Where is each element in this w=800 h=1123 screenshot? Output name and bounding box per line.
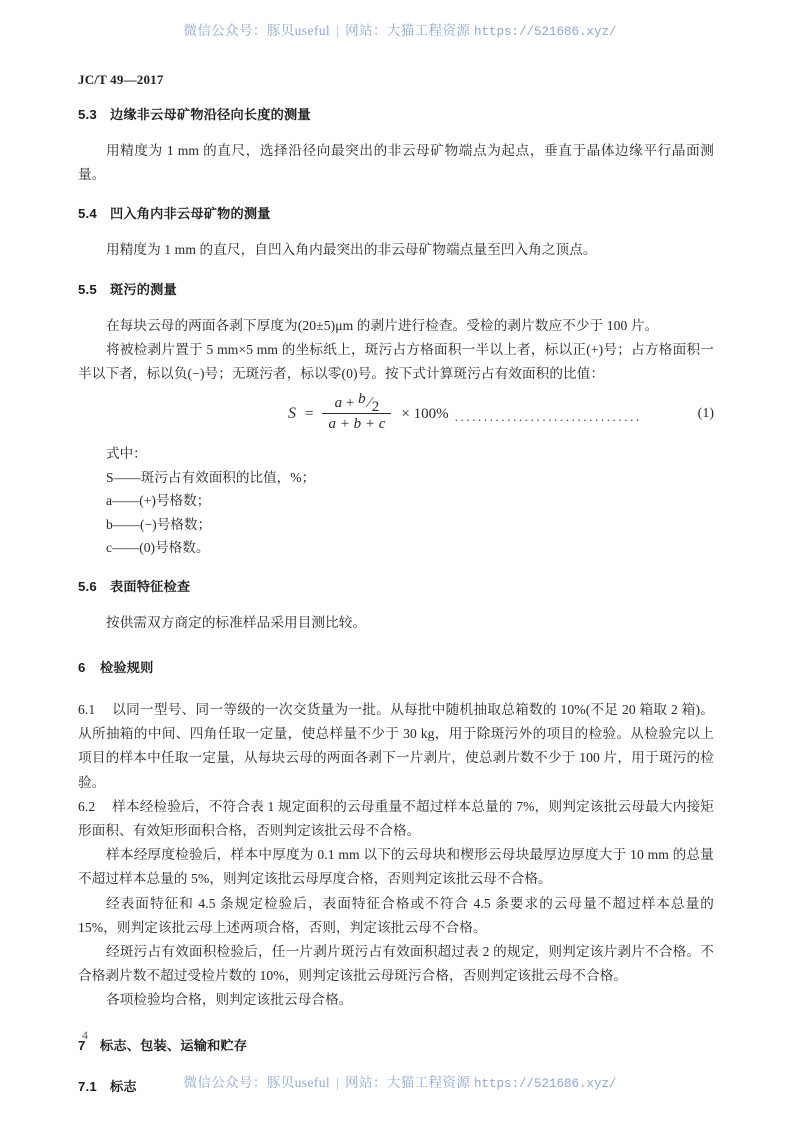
heading-5-5-number: 5.5 — [78, 281, 97, 297]
heading-7-1-title: 标志 — [110, 1078, 137, 1094]
heading-5-4-number: 5.4 — [78, 206, 97, 222]
paragraph-5-3-body: 用精度为 1 mm 的直尺，选择沿径向最突出的非云母矿物端点为起点，垂直于晶体边缘平行晶面测量。 — [78, 143, 714, 183]
heading-5-3 — [78, 104, 714, 123]
paragraph-6-surface: 经表面特征和 4.5 条规定检验后，表面特征合格或不符合 4.5 条要求的云母量不超过样本总量的 15%，则判定该批云母上述两项合格，否则，判定该批云母不合格。 — [78, 895, 714, 935]
formula-denominator: a + b + c — [328, 416, 386, 433]
heading-6-title: 检验规则 — [100, 659, 154, 675]
formula-slash: / — [363, 395, 375, 412]
paragraph-5-6-body: 按供需双方商定的标准样品采用目测比较。 — [106, 614, 367, 630]
heading-7-1-number: 7.1 — [78, 1078, 97, 1094]
formula-numerator — [329, 391, 386, 416]
heading-5-4-title: 凹入角内非云母矿物的测量 — [110, 206, 271, 222]
watermark-url-bottom: https://521686.xyz/ — [474, 1077, 617, 1091]
paragraph-6-2-text: 样本经检验后，不符合表 1 规定面积的云母重量不超过样本总量的 7%，则判定该批云母最大内接矩形面积、有效矩形面积合格，否则判定该批云母不合格。 — [78, 798, 714, 838]
paragraph-6-2-number: 6.2 — [78, 798, 96, 814]
document-body — [78, 104, 714, 1095]
heading-5-5 — [78, 279, 714, 298]
formula-numerator-two: 2 — [371, 399, 380, 416]
paragraph-6-2 — [78, 795, 714, 843]
formula-definition-b: b——(−)号格数； — [106, 516, 212, 532]
formula-numerator-b-over-2 — [358, 391, 380, 416]
formula-number: (1) — [697, 406, 714, 422]
formula-fraction — [322, 391, 391, 433]
formula-definition-a: a——(+)号格数； — [106, 493, 211, 509]
watermark-top — [0, 19, 800, 39]
formula-numerator-plus: + — [345, 395, 355, 412]
page-number: 4 — [82, 1028, 88, 1042]
watermark-wechat-label-bottom: 微信公众号：豚贝useful — [183, 1075, 331, 1090]
heading-5-6-number: 5.6 — [78, 578, 97, 594]
heading-5-6 — [78, 576, 714, 595]
running-head-standard-number: JC/T 49—2017 — [78, 72, 164, 87]
heading-5-3-number: 5.3 — [78, 107, 97, 122]
heading-7 — [78, 1035, 714, 1054]
formula-multiplier: × 100% — [401, 405, 449, 422]
formula-where-block — [78, 442, 714, 560]
paragraph-6-conclusion: 各项检验均合格，则判定该批云母合格。 — [106, 992, 353, 1008]
heading-5-3-title: 边缘非云母矿物沿径向长度的测量 — [110, 107, 311, 122]
watermark-url: https://521686.xyz/ — [474, 25, 617, 39]
heading-5-6-title: 表面特征检查 — [110, 578, 191, 594]
heading-6 — [78, 657, 714, 676]
watermark-separator-bottom: | — [336, 1075, 340, 1090]
paragraph-5-4-body: 用精度为 1 mm 的直尺，自凹入角内最突出的非云母矿物端点量至凹入角之顶点。 — [106, 242, 597, 258]
watermark-site-label: 网站：大猫工程资源 — [345, 23, 471, 38]
formula-definition-s: S——斑污占有效面积的比值，%； — [106, 469, 316, 485]
watermark-site-label-bottom: 网站：大猫工程资源 — [345, 1075, 471, 1090]
formula-numerator-b: b — [358, 391, 366, 408]
heading-7-title: 标志、包装、运输和贮存 — [100, 1037, 248, 1053]
paragraph-6-1 — [78, 698, 714, 795]
formula-numerator-a: a — [334, 395, 343, 412]
watermark-bottom — [0, 1071, 800, 1091]
watermark-separator: | — [336, 23, 340, 38]
formula-where-label: 式中： — [106, 446, 147, 462]
paragraph-6-spot: 经斑污占有效面积检验后，任一片剥片斑污占有效面积超过表 2 的规定，则判定该片剥片不合格。不合格剥片数不超过受检片数的 10%，则判定该批云母斑污合格，否则判定该批云母不合格。 — [78, 943, 714, 984]
paragraph-5-5-first: 在每块云母的两面各剥下厚度为(20±5)μm 的剥片进行检查。受检的剥片数应不少于 100 片。 — [106, 317, 659, 333]
watermark-wechat-label: 微信公众号：豚贝useful — [183, 23, 331, 38]
formula-leader-dots: ................................ — [454, 409, 642, 425]
paragraph-6-1-number: 6.1 — [78, 701, 96, 717]
heading-5-4 — [78, 203, 714, 222]
heading-6-number: 6 — [78, 659, 86, 675]
formula-variable-s: S — [288, 405, 296, 423]
paragraph-5-5-second: 将被检剥片置于 5 mm×5 mm 的坐标纸上，斑污占方格面积一半以上者，标以正(+)号；占方格面积一半以下者，标以负(−)号；无斑污者，标以零(0)号。按下式计算斑污占有效面积的比值： — [78, 341, 714, 382]
formula-spot-ratio — [78, 386, 714, 442]
formula-definition-c: c——(0)号格数。 — [106, 540, 210, 556]
formula-equals-sign: = — [305, 405, 314, 422]
heading-5-5-title: 斑污的测量 — [110, 281, 177, 297]
paragraph-6-thickness: 样本经厚度检验后，样本中厚度为 0.1 mm 以下的云母块和楔形云母块最厚边厚度大于 10 mm 的总量不超过样本总量的 5%，则判定该批云母厚度合格，否则判定该批云母不合格。 — [78, 847, 714, 887]
heading-7-number: 7 — [78, 1037, 86, 1053]
paragraph-6-1-text: 以同一型号、同一等级的一次交货量为一批。从每批中随机抽取总箱数的 10%(不足 20 箱取 2 箱)。从所抽箱的中间、四角任取一定量，使总样量不少于 30 kg，用于除斑污外的项目的检验。从检验完以上项目的样本中任取一定量，从每块云母的两面各剥下一片剥片，使总剥片数不少于 100 片，用于斑污的检验。 — [78, 701, 714, 790]
